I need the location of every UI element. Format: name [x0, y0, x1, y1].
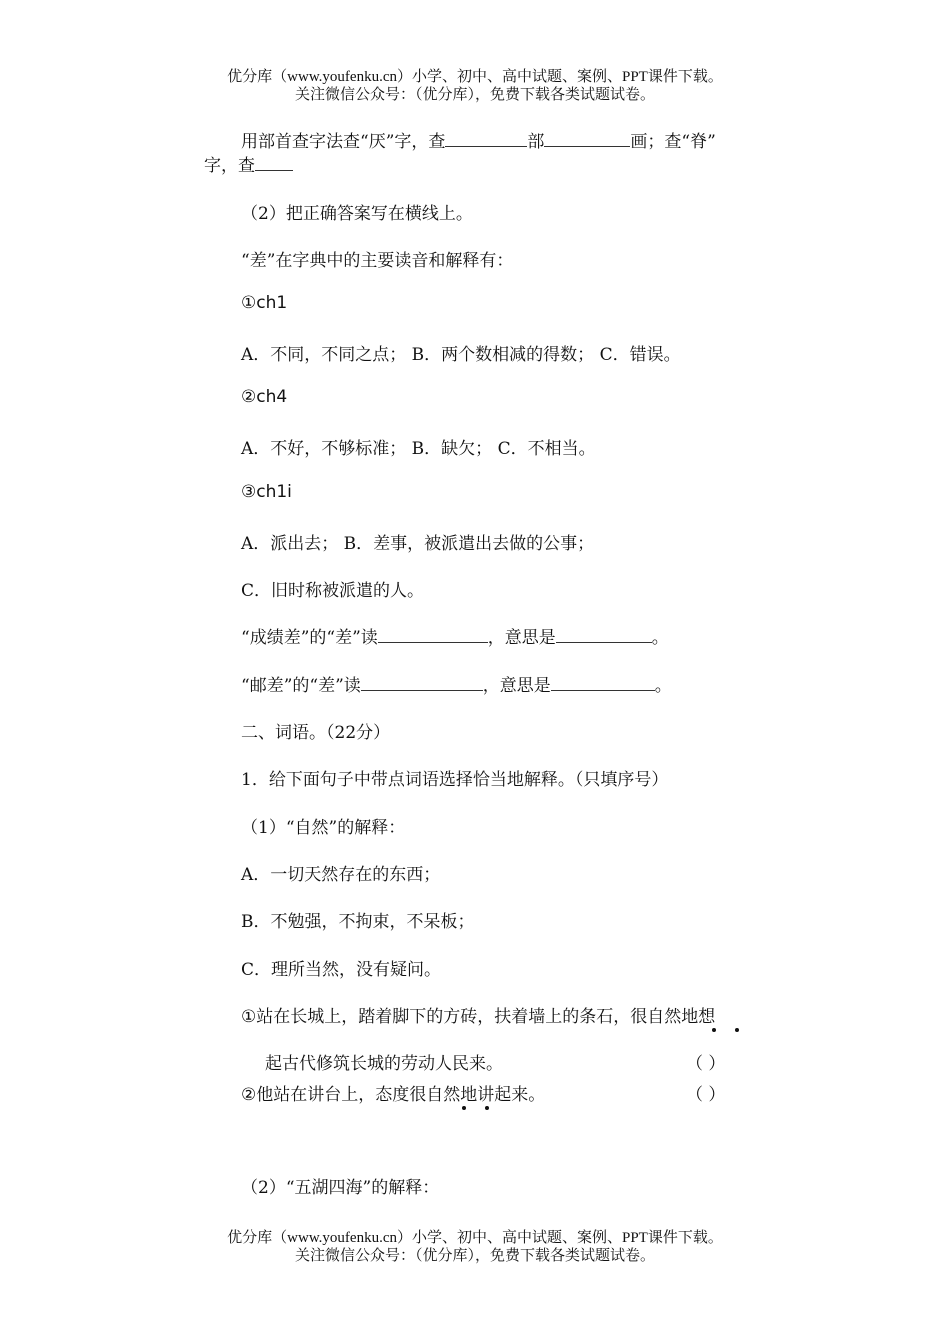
sentence-2: ②他站在讲台上，态度很自然地讲起来。 [241, 1085, 546, 1105]
question-radical-lookup-cont [204, 151, 293, 176]
blank-stroke-count[interactable] [544, 130, 630, 147]
fill2-text-b: ，意思是 [482, 676, 551, 696]
sentence-1-line-2: 起古代修筑长城的劳动人民来。 [265, 1054, 503, 1074]
fill-chengji [241, 623, 669, 648]
q2-intro: “差”在字典中的主要读音和解释有： [241, 251, 514, 271]
blank-youchai-reading[interactable] [361, 674, 483, 691]
sub-question-1: （1）“自然”的解释： [241, 818, 406, 838]
reading-2-options: A．不好，不够标准； B．缺欠； C．不相当。 [241, 439, 596, 459]
q2-title: （2）把正确答案写在横线上。 [241, 204, 473, 224]
blank-radical[interactable] [445, 130, 527, 147]
q1-text-d: 字，查 [204, 156, 255, 176]
fill2-text-c: 。 [654, 676, 672, 696]
sentence-1-line-1: ①站在长城上，踏着脚下的方砖，扶着墙上的条石，很自然地想 [241, 1007, 716, 1027]
reading-1-options: A．不同，不同之点； B．两个数相减的得数； C．错误。 [241, 345, 681, 365]
section-2-heading: 二、词语。（22分） [241, 723, 391, 743]
header-line-2: 关注微信公众号：（优分库），免费下载各类试题试卷。 [294, 87, 655, 103]
header-line-1: 优分库（www.youfenku.cn）小学、初中、高中试题、案例、PPT课件下载。 [227, 69, 723, 85]
q1-text-c: 画；查“脊” [630, 132, 716, 152]
reading-2: ②ch4 [241, 387, 288, 407]
sub-question-2: （2）“五湖四海”的解释： [241, 1178, 440, 1198]
fill1-text-b: ，意思是 [487, 628, 556, 648]
q1-text-a: 用部首查字法查“厌”字，查 [241, 132, 446, 152]
section-2-question-1: 1．给下面句子中带点词语选择恰当地解释。（只填序号） [241, 770, 669, 790]
sentence-exercise-block [241, 996, 801, 1121]
option-b: B．不勉强，不拘束，不呆板； [241, 912, 475, 932]
emphasis-dot [462, 1106, 466, 1110]
question-radical-lookup [241, 127, 716, 152]
fill-youchai [241, 671, 672, 696]
blank-lookup[interactable] [255, 154, 293, 171]
emphasis-dot [712, 1028, 716, 1032]
reading-3-options: A．派出去； B．差事，被派遣出去做的公事； [241, 534, 595, 554]
footer-line-2: 关注微信公众号：（优分库），免费下载各类试题试卷。 [294, 1248, 655, 1264]
fill2-text-a: “邮差”的“差”读 [241, 676, 361, 696]
footer-line-1: 优分库（www.youfenku.cn）小学、初中、高中试题、案例、PPT课件下载。 [227, 1230, 723, 1246]
emphasis-dot [485, 1106, 489, 1110]
blank-chengji-reading[interactable] [378, 626, 488, 643]
fill1-text-c: 。 [651, 628, 669, 648]
fill1-text-a: “成绩差”的“差”读 [241, 628, 378, 648]
blank-chengji-meaning[interactable] [556, 626, 652, 643]
option-a: A．一切天然存在的东西； [241, 865, 441, 885]
q1-text-b: 部 [527, 132, 545, 152]
emphasis-dot [735, 1028, 739, 1032]
blank-youchai-meaning[interactable] [551, 674, 655, 691]
reading-3: ③ch1i [241, 482, 292, 502]
option-c: C．理所当然，没有疑问。 [241, 960, 442, 980]
answer-paren-1[interactable]: （ ） [686, 1054, 726, 1074]
answer-paren-2[interactable]: （ ） [686, 1085, 726, 1105]
reading-3-option-c: C．旧时称被派遣的人。 [241, 581, 425, 601]
reading-1: ①ch1 [241, 293, 288, 313]
